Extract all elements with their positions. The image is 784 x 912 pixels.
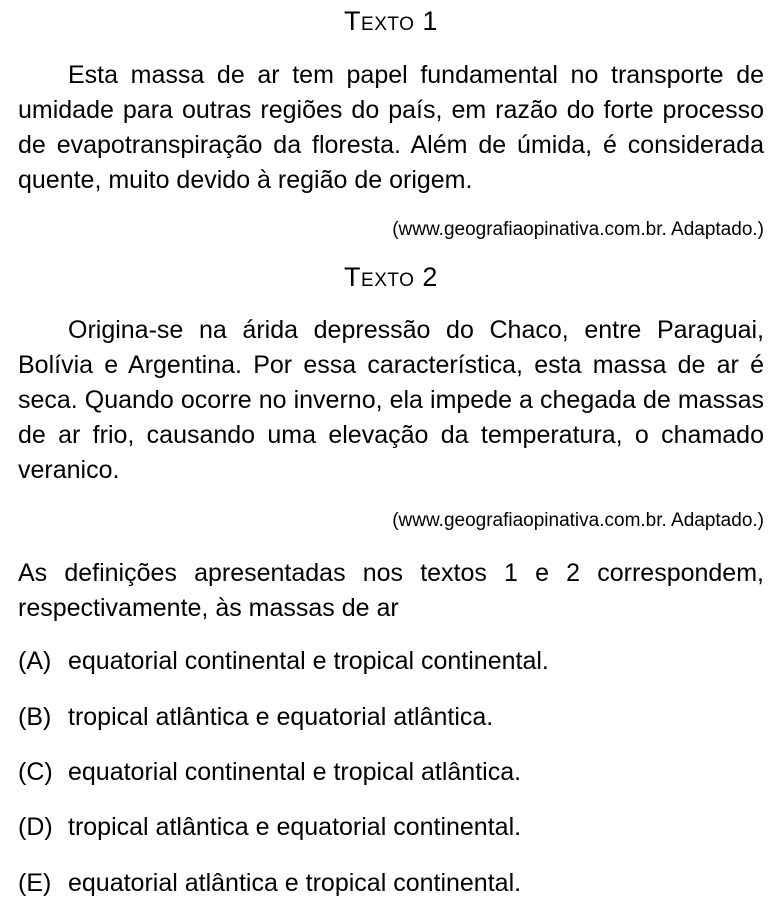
text1-source: (www.geografiaopinativa.com.br. Adaptado.) (392, 219, 764, 240)
option-letter: (E) (18, 869, 52, 897)
option-letter: (C) (18, 758, 53, 786)
text2-title: Texto 2 (344, 262, 438, 292)
question-stem: As definições apresentadas nos textos 1 e 2 correspondem, respectivamente, às massas de ar (18, 559, 764, 622)
option-a[interactable] (18, 647, 764, 676)
option-e[interactable] (18, 869, 764, 898)
option-text: equatorial continental e tropical continental. (68, 647, 549, 675)
option-d[interactable] (18, 813, 764, 842)
option-letter: (D) (18, 813, 53, 841)
text2-body: Origina-se na árida depressão do Chaco, entre Paraguai, Bolívia e Argentina. Por essa característica, esta massa de ar é seca. Quando ocorre no inverno, ela impede a chegada de massas de ar frio, causando uma elevação da temperatura, o chamado veranico. (18, 316, 764, 484)
option-c[interactable] (18, 758, 764, 787)
option-letter: (A) (18, 647, 52, 675)
text1-body: Esta massa de ar tem papel fundamental no transporte de umidade para outras regiões do país, em razão do forte processo de evapotranspiração da floresta. Além de úmida, é considerada quente, muito devido à região de origem. (18, 61, 764, 194)
option-letter: (B) (18, 703, 52, 731)
option-text: tropical atlântica e equatorial atlântica. (68, 703, 494, 731)
option-text: equatorial atlântica e tropical continental. (68, 869, 522, 897)
option-text: equatorial continental e tropical atlântica. (68, 758, 522, 786)
option-text: tropical atlântica e equatorial continental. (68, 813, 522, 841)
option-b[interactable] (18, 703, 764, 732)
text1-title: Texto 1 (344, 6, 438, 36)
text2-source: (www.geografiaopinativa.com.br. Adaptado.) (392, 510, 764, 531)
